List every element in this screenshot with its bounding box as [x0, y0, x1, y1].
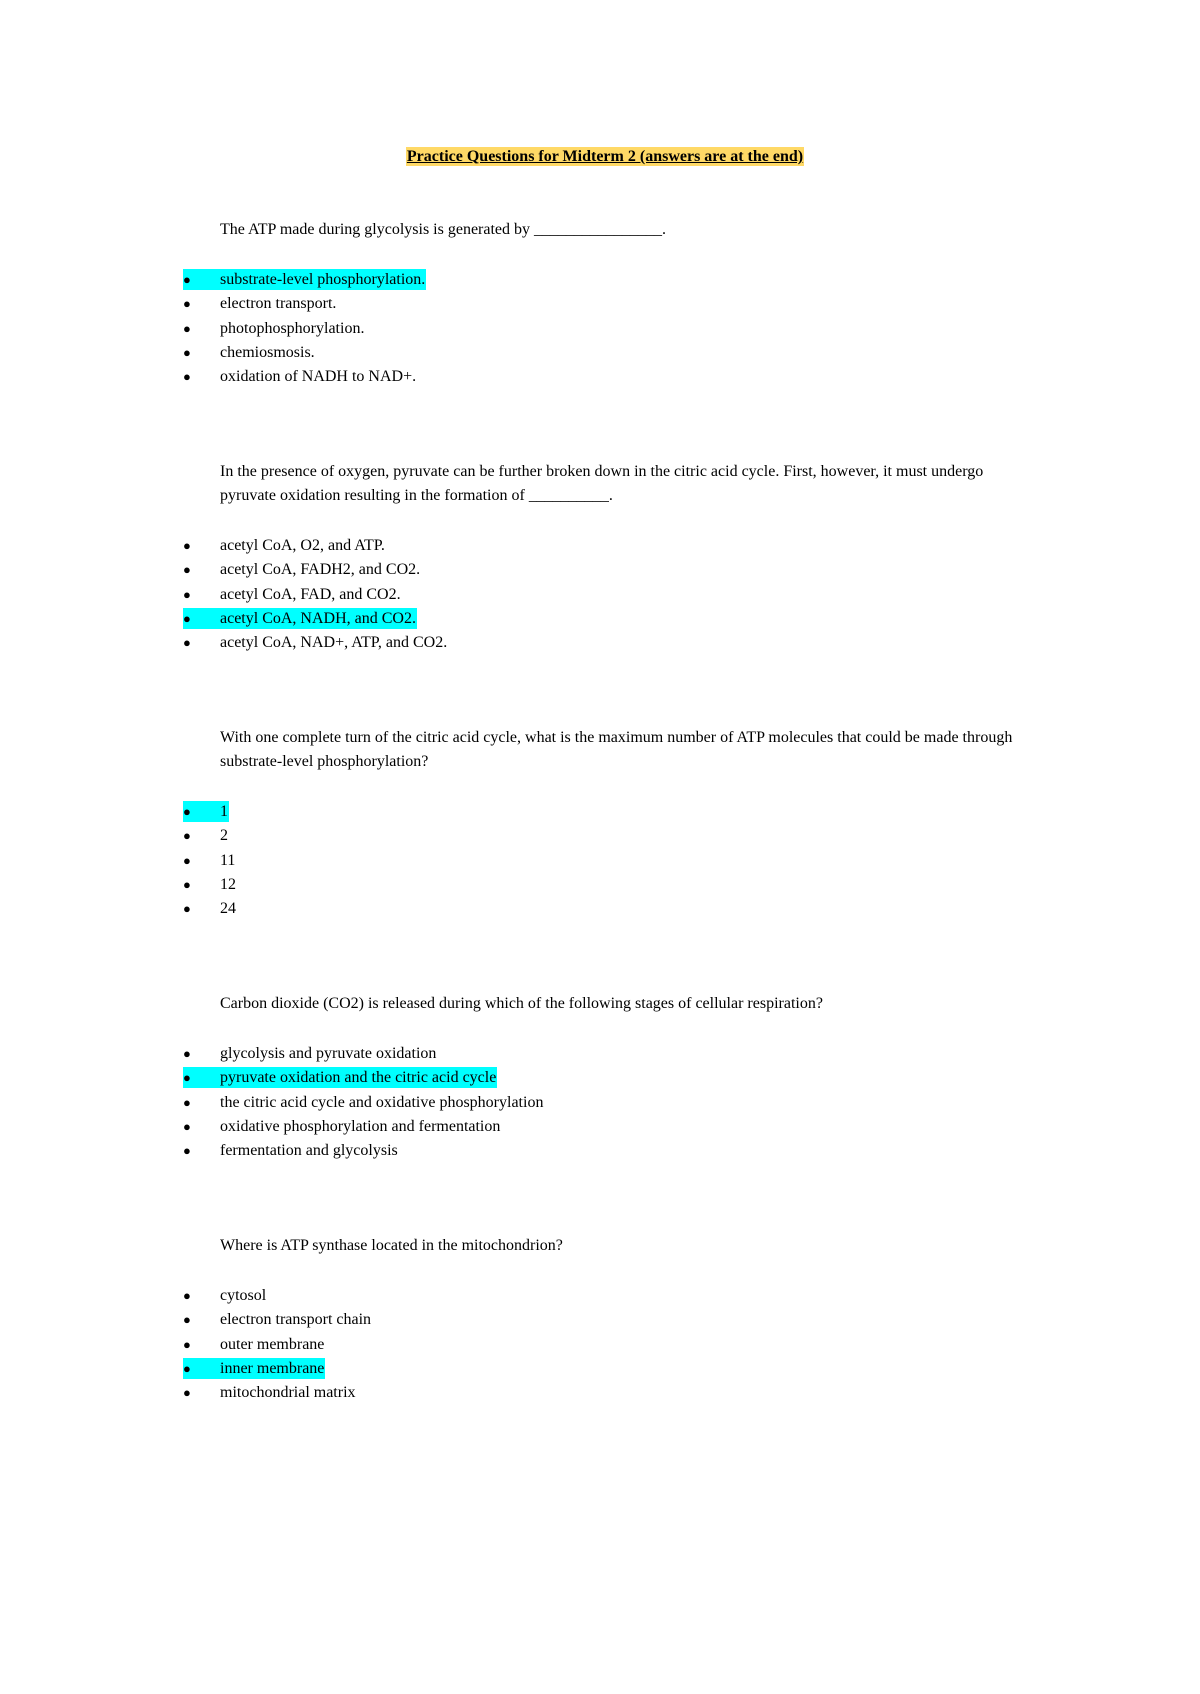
option-text: mitochondrial matrix	[220, 1384, 356, 1402]
bullet-icon: ●	[183, 1070, 191, 1086]
option-highlight	[183, 825, 229, 846]
bullet-icon: ●	[183, 1336, 191, 1352]
question-1-option-3	[183, 316, 426, 340]
option-text: inner membrane	[220, 1360, 325, 1377]
document-title: Practice Questions for Midterm 2 (answers are at the end)	[406, 148, 804, 165]
question-4-option-3	[183, 1090, 544, 1114]
bullet-icon: ●	[183, 586, 191, 602]
question-4-option-5	[183, 1139, 544, 1163]
question-2-option-4	[183, 606, 448, 630]
question-5-option-2	[183, 1307, 372, 1331]
question-2-option-3	[183, 582, 448, 606]
question-5-option-1	[183, 1283, 372, 1307]
bullet-icon: ●	[183, 611, 191, 626]
bullet-icon: ●	[183, 828, 191, 844]
option-highlight	[183, 1067, 497, 1088]
bullet-icon: ●	[183, 320, 191, 336]
bullet-icon: ●	[183, 1287, 191, 1303]
option-highlight	[183, 608, 417, 629]
question-3-option-4	[183, 872, 237, 896]
option-highlight	[183, 1092, 544, 1113]
bullet-icon: ●	[183, 1312, 191, 1328]
option-text: photophosphorylation.	[220, 319, 365, 337]
bullet-icon: ●	[183, 271, 191, 287]
bullet-icon: ●	[183, 852, 191, 868]
question-3-option-5	[183, 897, 237, 921]
question-3-option-1	[183, 799, 237, 823]
option-highlight	[183, 801, 229, 822]
question-2-option-1	[183, 533, 448, 557]
bullet-icon: ●	[183, 635, 191, 651]
option-text: 12	[220, 876, 236, 893]
question-2-prompt: In the presence of oxygen, pyruvate can be further broken down in the citric acid cycle. First, however, it must undergo pyruvate oxidation resulting in the formation of __________.	[220, 463, 984, 504]
bullet-icon: ●	[183, 562, 191, 578]
bullet-icon: ●	[183, 1094, 191, 1110]
question-5-option-5	[183, 1381, 372, 1405]
option-highlight	[183, 1334, 325, 1355]
option-text: acetyl CoA, FADH2, and CO2.	[220, 561, 421, 579]
option-highlight	[183, 850, 236, 871]
option-text: cytosol	[220, 1286, 267, 1304]
question-2-option-2	[183, 557, 448, 581]
question-4-option-4	[183, 1114, 544, 1138]
bullet-icon: ●	[183, 877, 191, 892]
option-text: electron transport.	[220, 295, 337, 313]
question-3-option-3	[183, 848, 237, 872]
bullet-icon: ●	[183, 1143, 191, 1159]
option-highlight	[183, 342, 316, 363]
question-4-option-1	[183, 1041, 544, 1065]
option-highlight	[183, 293, 337, 314]
option-text: glycolysis and pyruvate oxidation	[220, 1044, 437, 1062]
question-5-option-4	[183, 1356, 372, 1380]
option-highlight	[183, 1309, 372, 1330]
question-5-prompt: Where is ATP synthase located in the mitochondrion?	[220, 1237, 563, 1254]
option-text: acetyl CoA, O2, and ATP.	[220, 536, 385, 554]
question-3-options	[183, 799, 237, 921]
option-text: acetyl CoA, FAD, and CO2.	[220, 585, 401, 603]
question-3-prompt: With one complete turn of the citric acid cycle, what is the maximum number of ATP molecules that could be made through substrate-level phosphorylation?	[220, 729, 1013, 770]
question-1-option-2	[183, 291, 426, 315]
option-text: pyruvate oxidation and the citric acid cycle	[220, 1069, 497, 1087]
bullet-icon: ●	[183, 296, 191, 312]
option-highlight	[183, 632, 448, 653]
option-highlight	[183, 1140, 399, 1161]
option-highlight	[183, 559, 421, 580]
option-highlight	[183, 874, 237, 895]
option-text: acetyl CoA, NADH, and CO2.	[220, 610, 416, 627]
question-5-options	[183, 1283, 372, 1405]
bullet-icon: ●	[183, 345, 191, 360]
question-2-options	[183, 533, 448, 655]
question-5-option-3	[183, 1332, 372, 1356]
option-highlight	[183, 1285, 267, 1306]
option-highlight	[183, 584, 402, 605]
option-text: acetyl CoA, NAD+, ATP, and CO2.	[220, 634, 448, 652]
option-text: oxidative phosphorylation and fermentation	[220, 1118, 501, 1135]
option-highlight	[183, 366, 417, 387]
option-text: electron transport chain	[220, 1311, 372, 1329]
option-text: chemiosmosis.	[220, 344, 315, 361]
question-1-options	[183, 267, 426, 389]
bullet-icon: ●	[183, 369, 191, 385]
question-2-option-5	[183, 631, 448, 655]
question-4-options	[183, 1041, 544, 1163]
option-text: fermentation and glycolysis	[220, 1142, 398, 1160]
bullet-icon: ●	[183, 1361, 191, 1376]
option-text: the citric acid cycle and oxidative phosphorylation	[220, 1093, 544, 1111]
option-text: 24	[220, 900, 236, 918]
option-highlight	[183, 269, 426, 290]
option-highlight	[183, 318, 365, 339]
question-1-prompt: The ATP made during glycolysis is generated by ________________.	[220, 221, 667, 238]
option-highlight	[183, 1116, 501, 1137]
question-4-option-2	[183, 1065, 544, 1089]
option-highlight	[183, 1382, 357, 1403]
option-highlight	[183, 1043, 437, 1064]
bullet-icon: ●	[183, 1385, 191, 1401]
question-1-option-4	[183, 340, 426, 364]
option-text: substrate-level phosphorylation.	[220, 270, 426, 288]
option-text: 2	[220, 827, 228, 845]
option-text: 11	[220, 851, 236, 869]
question-3-option-2	[183, 823, 237, 847]
bullet-icon: ●	[183, 1045, 191, 1061]
bullet-icon: ●	[183, 1119, 191, 1134]
option-text: 1	[220, 802, 228, 820]
bullet-icon: ●	[183, 537, 191, 553]
option-highlight	[183, 535, 386, 556]
option-highlight	[183, 1358, 325, 1379]
document-title-line	[0, 147, 1200, 167]
question-4-prompt: Carbon dioxide (CO2) is released during which of the following stages of cellular respiration?	[220, 995, 823, 1012]
option-text: oxidation of NADH to NAD+.	[220, 368, 417, 386]
question-1-option-1	[183, 267, 426, 291]
bullet-icon: ●	[183, 803, 191, 819]
question-1-option-5	[183, 365, 426, 389]
bullet-icon: ●	[183, 901, 191, 917]
option-text: outer membrane	[220, 1335, 325, 1353]
option-highlight	[183, 898, 237, 919]
